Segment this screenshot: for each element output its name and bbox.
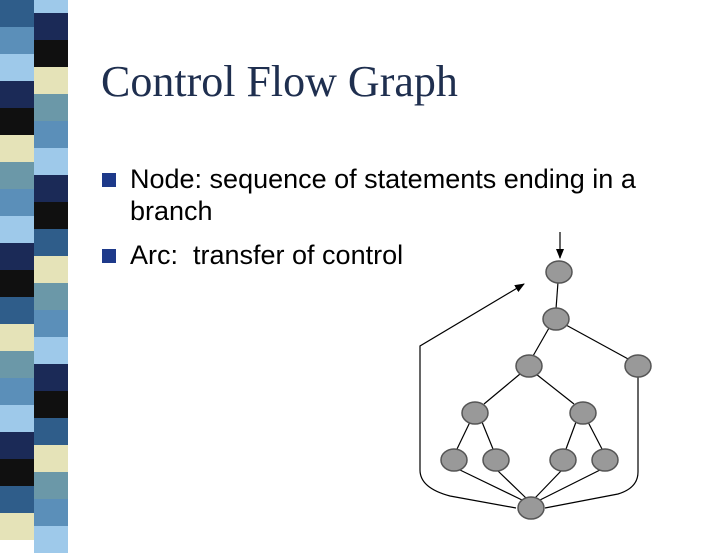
node-n5 [462, 402, 488, 424]
node-n10 [592, 449, 618, 471]
node-n11 [518, 497, 544, 519]
node-n9 [550, 449, 576, 471]
arc-n5-n7 [457, 422, 470, 449]
arc-n6-n10 [588, 422, 602, 449]
bullet-text-arc: Arc: transfer of control [130, 240, 404, 270]
slide-title: Control Flow Graph [101, 57, 458, 106]
node-n1 [546, 261, 572, 283]
node-n6 [570, 402, 596, 424]
arc-n4-n11 [545, 376, 638, 508]
node-n2 [543, 308, 569, 330]
arc-n8-n11 [498, 471, 526, 498]
node-n8 [483, 449, 509, 471]
arc-n10-n11 [540, 470, 600, 500]
node-n7 [441, 449, 467, 471]
arc-n2-n4 [566, 325, 630, 360]
node-n3 [516, 355, 542, 377]
arc-n9-n11 [535, 471, 561, 498]
arc-n1-n2 [556, 282, 558, 309]
arc-n6-n9 [566, 422, 576, 449]
arc-n3-n6 [536, 374, 574, 404]
arc-n3-n5 [484, 374, 520, 404]
node-n4 [625, 355, 651, 377]
arc-n11-n1-back-edge [420, 284, 524, 508]
bullet-text-node: Node: sequence of statements ending in a branch [130, 164, 636, 226]
arc-n5-n8 [482, 422, 493, 449]
arc-n2-n3 [533, 328, 549, 356]
